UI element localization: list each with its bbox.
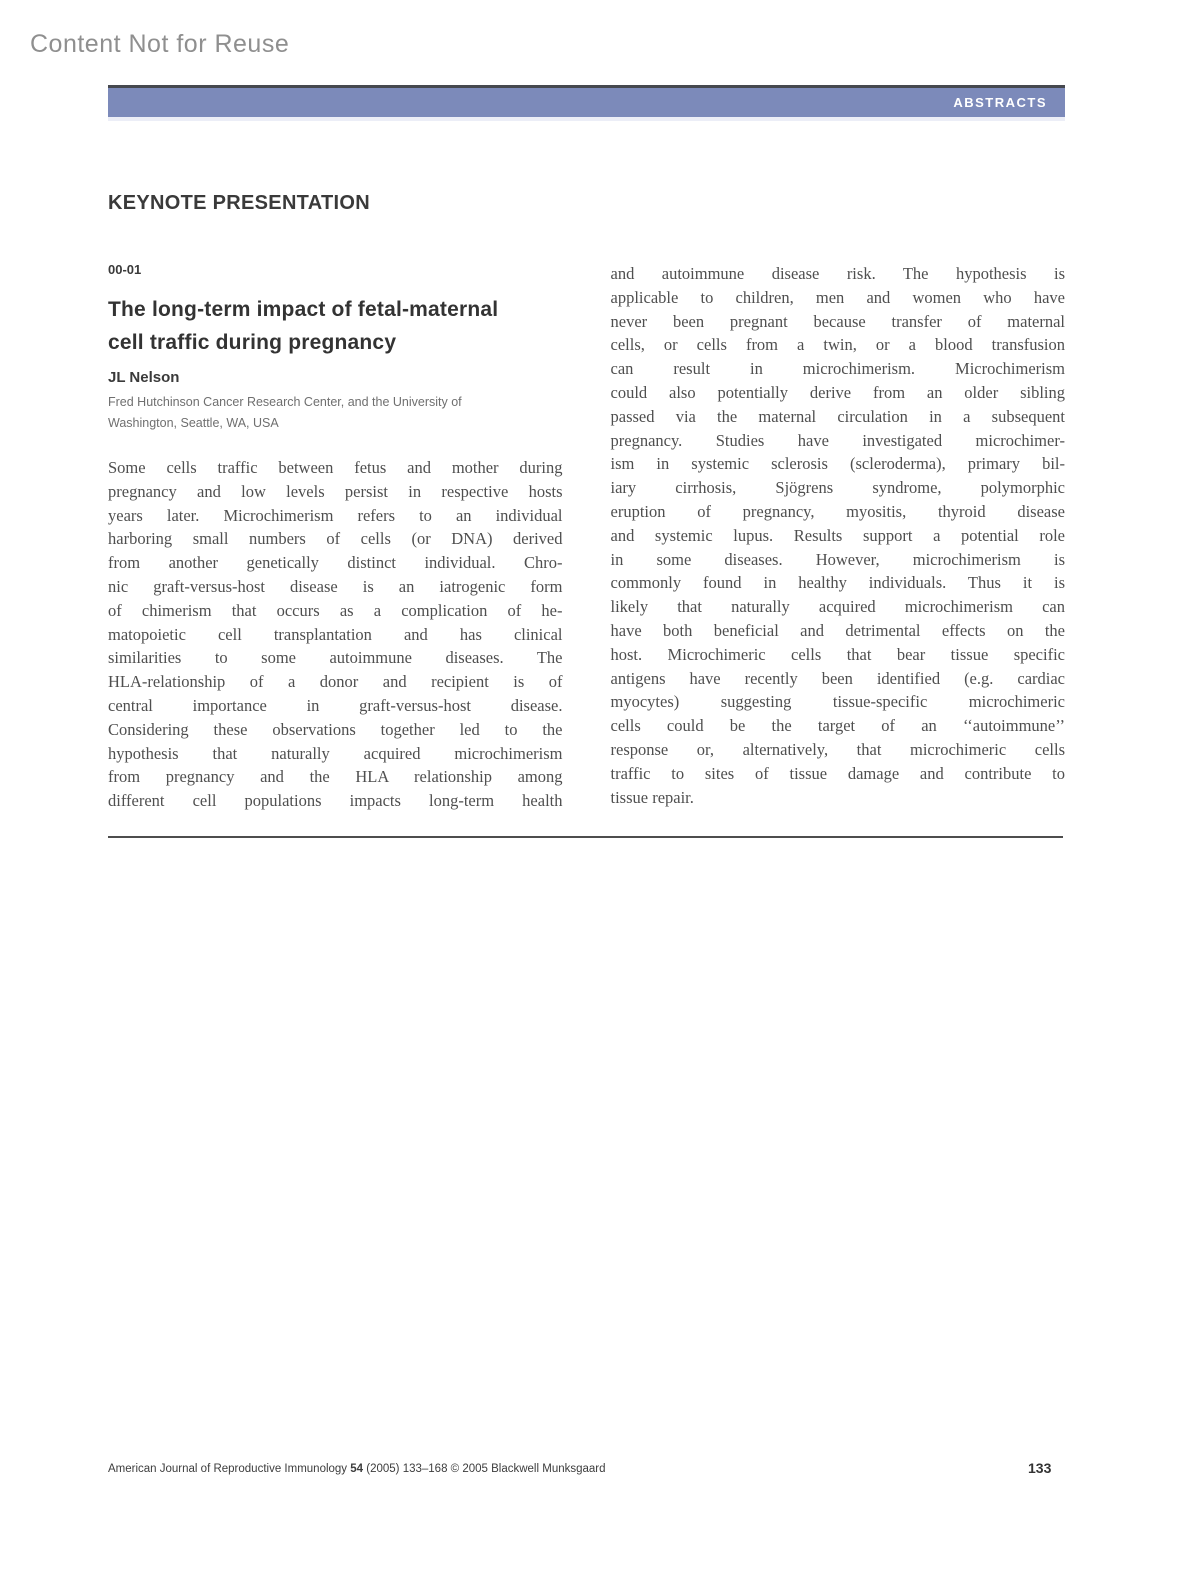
body-text-line: commonly found in healthy individuals. Thus it is (610, 573, 1065, 593)
abstract-content (108, 262, 1065, 813)
body-text-line: different cell populations impacts long-term health (108, 791, 563, 811)
article-title-line-1: The long-term impact of fetal-maternal (108, 298, 499, 321)
author-affiliation (108, 392, 563, 434)
article-title (108, 293, 563, 359)
body-text-line: cells, or cells from a twin, or a blood transfusion (610, 335, 1065, 355)
affiliation-line-2: Washington, Seattle, WA, USA (108, 416, 279, 430)
body-text-line: pregnancy. Studies have investigated microchimer- (610, 430, 1065, 450)
body-text-line: have both beneficial and detrimental effects on the (610, 620, 1065, 640)
journal-volume: 54 (350, 1463, 364, 1475)
body-text-line: ism in systemic sclerosis (scleroderma), primary bil- (610, 454, 1065, 474)
abstracts-header-bar (108, 85, 1065, 121)
body-text-line: applicable to children, men and women who have (610, 287, 1065, 307)
content-reuse-watermark: Content Not for Reuse (30, 30, 290, 58)
body-text-line: antigens have recently been identified (e.g. cardiac (610, 668, 1065, 688)
page-number: 133 (1028, 1460, 1052, 1476)
body-text-line: and systemic lupus. Results support a potential role (610, 525, 1065, 545)
journal-citation-suffix: (2005) 133–168 © 2005 Blackwell Munksgaard (363, 1463, 606, 1475)
body-text-line: can result in microchimerism. Microchimerism (610, 359, 1065, 379)
body-text-line: myocytes) suggesting tissue-specific microchimeric (610, 692, 1065, 712)
left-column (108, 262, 563, 813)
body-text-line: response or, alternatively, that microchimeric cells (610, 739, 1065, 759)
body-text-line: from another genetically distinct individual. Chro- (108, 553, 563, 573)
body-text-line: eruption of pregnancy, myositis, thyroid disease (610, 501, 1065, 521)
body-text-line: never been pregnant because transfer of maternal (610, 311, 1065, 331)
body-text-line: traffic to sites of tissue damage and contribute to (610, 763, 1065, 783)
affiliation-line-1: Fred Hutchinson Cancer Research Center, and the University of (108, 395, 462, 409)
body-text-line: and autoimmune disease risk. The hypothesis is (610, 264, 1065, 283)
abstract-number: 00-01 (108, 262, 142, 277)
body-text-line: similarities to some autoimmune diseases. The (108, 648, 563, 668)
body-text-line: Considering these observations together led to the (108, 719, 563, 739)
body-text-line: in some diseases. However, microchimerism is (610, 549, 1065, 569)
right-column (611, 262, 1066, 813)
body-text-line: could also potentially derive from an older sibling (610, 382, 1065, 402)
body-text-line: Some cells traffic between fetus and mother during (108, 458, 563, 477)
body-text-line: nic graft-versus-host disease is an iatrogenic form (108, 576, 563, 596)
abstract-body-right-column (611, 262, 1066, 809)
body-text-line: cells could be the target of an ‘‘autoimmune’’ (610, 716, 1065, 736)
body-text-line: passed via the maternal circulation in a subsequent (610, 406, 1065, 426)
body-text-line: matopoietic cell transplantation and has clinical (108, 624, 563, 644)
journal-citation-prefix: American Journal of Reproductive Immunology (108, 1463, 351, 1475)
body-text-line: tissue repair. (610, 787, 694, 807)
body-text-line: harboring small numbers of cells (or DNA) derived (108, 529, 563, 549)
body-text-line: likely that naturally acquired microchimerism can (610, 597, 1065, 617)
body-text-line: iary cirrhosis, Sjögrens syndrome, polymorphic (610, 478, 1065, 498)
body-text-line: from pregnancy and the HLA relationship among (108, 767, 563, 787)
body-text-line: host. Microchimeric cells that bear tissue specific (610, 644, 1065, 664)
abstracts-bar-label: ABSTRACTS (953, 95, 1047, 110)
body-text-line: of chimerism that occurs as a complication of he- (108, 600, 563, 620)
body-text-line: hypothesis that naturally acquired microchimerism (108, 743, 563, 763)
session-heading: KEYNOTE PRESENTATION (108, 192, 370, 214)
body-text-line: pregnancy and low levels persist in respective hosts (108, 481, 563, 501)
body-text-line: years later. Microchimerism refers to an individual (108, 505, 563, 525)
body-text-line: central importance in graft-versus-host disease. (108, 695, 563, 715)
author-name: JL Nelson (108, 369, 180, 386)
section-divider-rule (108, 836, 1063, 838)
article-title-line-2: cell traffic during pregnancy (108, 331, 397, 354)
abstract-body-left-column (108, 456, 563, 813)
body-text-line: HLA-relationship of a donor and recipient is of (108, 672, 563, 692)
journal-citation (108, 1463, 606, 1475)
